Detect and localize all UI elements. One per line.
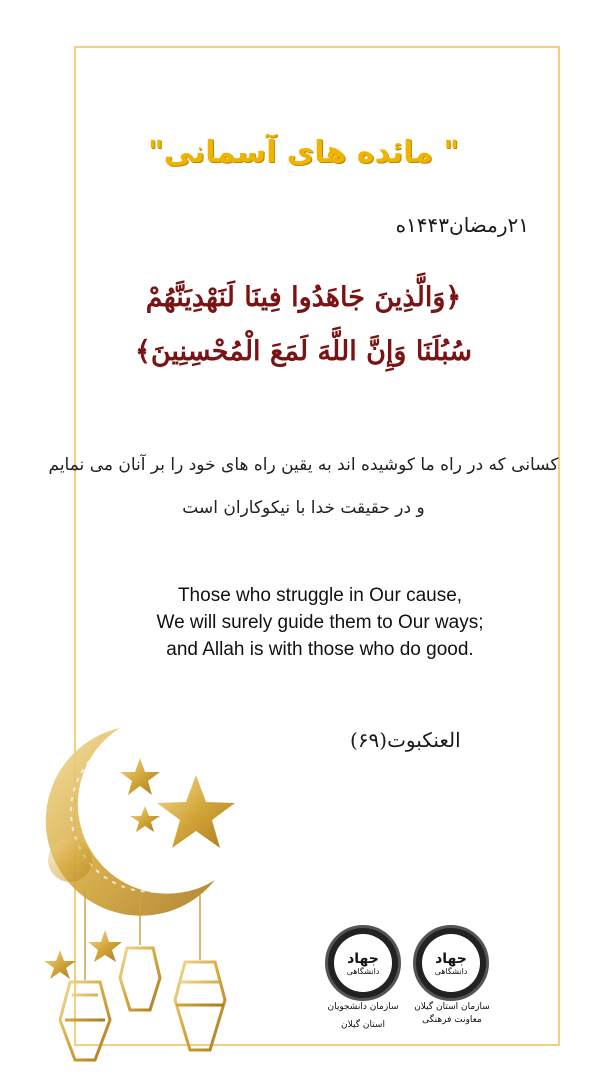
date-label: ۲۱رمضان۱۴۴۳ه (395, 213, 529, 237)
english-translation-line-2: We will surely guide them to Our ways; (156, 612, 484, 633)
star-icon (157, 775, 235, 848)
persian-translation-line-1: کسانی که در راه ما کوشیده اند به یقین راه های خود را بر آنان می نمایم (48, 455, 559, 475)
logo-caption: معاونت فرهنگی (422, 1015, 482, 1025)
lantern-icon (175, 962, 225, 1050)
logo-caption: سازمان دانشجویان (327, 1002, 399, 1012)
quran-verse-line-2: سُبُلَنَا وَإِنَّ اللَّهَ لَمَعَ الْمُحْسِنِينَ﴾ (135, 336, 472, 367)
surah-reference: العنکبوت(۶۹) (350, 728, 461, 752)
jahad-daneshgahi-logo: جهاد دانشگاهی (325, 925, 401, 1001)
logo-caption: استان گیلان (341, 1020, 385, 1030)
quran-verse-line-1: ﴿وَالَّذِينَ جَاهَدُوا فِينَا لَنَهْدِيَنَّهُمْ (145, 282, 462, 313)
english-translation-line-3: and Allah is with those who do good. (166, 639, 474, 660)
star-icon (88, 930, 122, 962)
persian-translation-line-2: و در حقیقت خدا با نیکوکاران است (182, 498, 425, 518)
logo-caption: سازمان استان گیلان (414, 1002, 490, 1012)
page-title: " مائده های آسمانی" (147, 135, 460, 170)
english-translation-line-1: Those who struggle in Our cause, (177, 585, 463, 606)
jahad-daneshgahi-logo: جهاد دانشگاهی (413, 925, 489, 1001)
crescent-lantern-decoration (0, 720, 260, 1080)
star-icon (120, 758, 160, 795)
star-icon (44, 950, 76, 979)
lantern-icon (120, 948, 160, 1010)
star-icon (130, 806, 160, 832)
lantern-icon (60, 982, 110, 1060)
